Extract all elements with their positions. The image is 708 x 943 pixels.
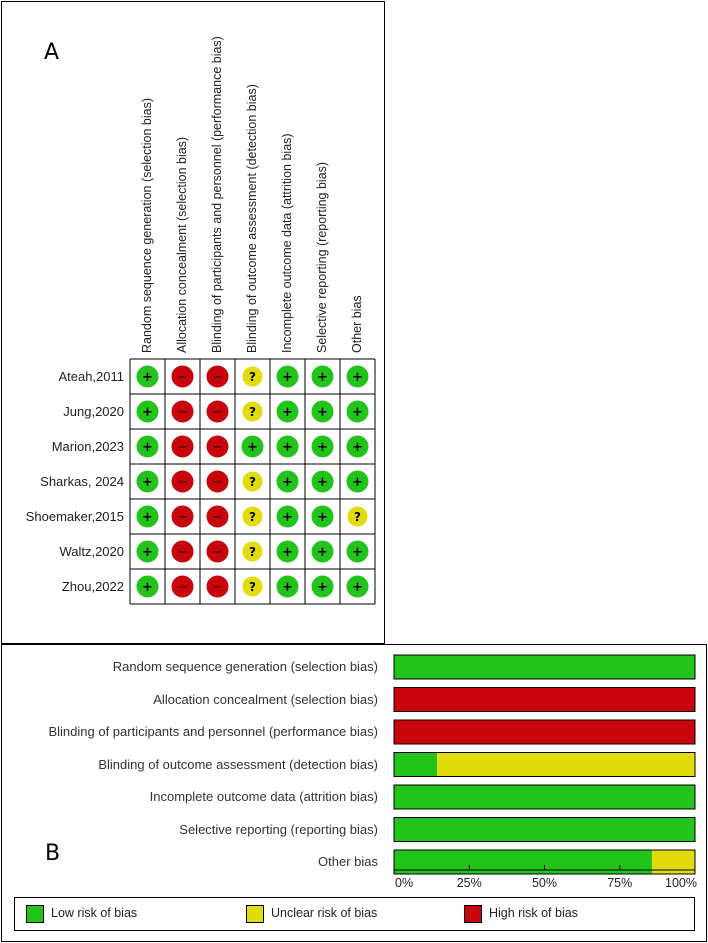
rating-symbol: − (177, 405, 188, 420)
x-tick-label: 50% (531, 876, 558, 890)
rating-low-mark (137, 436, 159, 458)
rating-symbol: − (212, 580, 223, 595)
rating-symbol: + (142, 440, 153, 455)
rating-high-mark (207, 471, 229, 493)
rating-high-mark (172, 401, 194, 423)
rating-symbol: − (212, 545, 223, 560)
rating-symbol: − (212, 475, 223, 490)
study-label: Zhou,2022 (61, 579, 124, 594)
rating-low-mark (347, 366, 369, 388)
rating-symbol: + (352, 440, 363, 455)
rating-high-mark (207, 541, 229, 563)
legend-label-high: High risk of bias (489, 906, 578, 920)
rating-low-mark (277, 401, 299, 423)
rating-unclear-mark (243, 402, 263, 422)
rating-symbol: − (177, 370, 188, 385)
study-label: Shoemaker,2015 (25, 509, 124, 524)
rating-symbol: + (317, 510, 328, 525)
rating-low-mark (137, 471, 159, 493)
rating-symbol: ? (249, 475, 256, 489)
rating-symbol: + (282, 370, 293, 385)
rating-high-mark (207, 366, 229, 388)
x-tick-label: 0% (395, 876, 414, 890)
rating-symbol: + (282, 475, 293, 490)
rating-high-mark (172, 436, 194, 458)
rating-high-mark (207, 436, 229, 458)
rating-low-mark (347, 401, 369, 423)
bar-category-label: Other bias (318, 854, 378, 869)
rating-low-mark (347, 436, 369, 458)
legend-label-low: Low risk of bias (51, 906, 138, 920)
rating-low-mark (347, 471, 369, 493)
domain-column-label: Random sequence generation (selection bias) (140, 97, 154, 353)
panel-a-letter: A (44, 40, 60, 65)
rating-low-mark (347, 576, 369, 598)
risk-of-bias-graph-panel (1, 644, 707, 942)
bar-category-label: Incomplete outcome data (attrition bias) (149, 789, 378, 804)
rating-low-mark (137, 506, 159, 528)
rating-symbol: − (177, 440, 188, 455)
bar-category-label: Selective reporting (reporting bias) (179, 821, 378, 837)
bar-category-label: Random sequence generation (selection bias) (112, 659, 378, 674)
domain-column-label: Incomplete outcome data (attrition bias) (280, 133, 294, 353)
domain-column-label: Other bias (350, 295, 364, 353)
study-label: Ateah,2011 (58, 369, 124, 384)
rating-symbol: − (177, 580, 188, 595)
rating-low-mark (137, 541, 159, 563)
rating-symbol: + (142, 545, 153, 560)
x-tick-label: 100% (665, 876, 697, 890)
rating-symbol: + (317, 370, 328, 385)
rating-low-mark (277, 541, 299, 563)
risk-of-bias-grid (2, 2, 386, 645)
legend-swatch-high (464, 905, 482, 923)
rating-symbol: + (317, 440, 328, 455)
domain-column-label: Blinding of participants and personnel (performance bias) (210, 36, 224, 353)
rating-symbol: − (212, 510, 223, 525)
rating-symbol: − (212, 370, 223, 385)
rating-low-mark (277, 471, 299, 493)
rating-symbol: − (177, 510, 188, 525)
rating-high-mark (172, 506, 194, 528)
bar-category-label: Allocation concealment (selection bias) (153, 691, 378, 707)
rating-high-mark (207, 506, 229, 528)
bar-segment-low (394, 785, 695, 809)
rating-symbol: + (142, 405, 153, 420)
rating-low-mark (312, 506, 334, 528)
x-tick-label: 25% (456, 876, 482, 890)
rating-high-mark (207, 401, 229, 423)
bar-category-label: Blinding of participants and personnel (performance bias) (48, 724, 378, 739)
rating-low-mark (347, 541, 369, 563)
rating-symbol: + (282, 510, 293, 525)
rating-symbol: + (317, 405, 328, 420)
rating-low-mark (277, 506, 299, 528)
domain-column-label: Blinding of outcome assessment (detection bias) (245, 84, 259, 353)
rating-symbol: + (352, 475, 363, 490)
rating-symbol: + (142, 475, 153, 490)
rating-symbol: − (212, 440, 223, 455)
rating-low-mark (137, 366, 159, 388)
rating-high-mark (172, 541, 194, 563)
rating-low-mark (137, 576, 159, 598)
bar-segment-low (394, 655, 695, 679)
rating-symbol: ? (249, 370, 256, 384)
study-label: Marion,2023 (51, 439, 124, 454)
rating-symbol: ? (249, 545, 256, 559)
legend-swatch-unclear (246, 905, 264, 923)
rating-unclear-mark (243, 472, 263, 492)
bar-segment-unclear (437, 753, 695, 777)
rating-high-mark (172, 366, 194, 388)
rating-unclear-mark (243, 367, 263, 387)
risk-of-bias-summary-panel (1, 1, 385, 644)
rating-low-mark (277, 576, 299, 598)
panel-b-letter: B (45, 841, 61, 866)
rating-symbol: + (317, 545, 328, 560)
rating-symbol: ? (249, 405, 256, 419)
rating-symbol: − (212, 405, 223, 420)
x-tick-label: 75% (607, 876, 633, 890)
rating-symbol: + (282, 545, 293, 560)
rating-symbol: + (352, 370, 363, 385)
legend-label-unclear: Unclear risk of bias (271, 906, 378, 920)
rating-symbol: ? (249, 510, 256, 524)
rating-symbol: + (142, 370, 153, 385)
bar-segment-low (394, 818, 695, 842)
rating-symbol: + (142, 510, 153, 525)
bar-segment-high (394, 688, 695, 712)
rating-unclear-mark (243, 542, 263, 562)
rating-low-mark (312, 401, 334, 423)
rating-low-mark (312, 471, 334, 493)
rating-symbol: + (142, 580, 153, 595)
rating-high-mark (172, 576, 194, 598)
study-label: Sharkas, 2024 (40, 474, 124, 489)
rating-unclear-mark (243, 577, 263, 597)
rating-symbol: ? (354, 510, 361, 524)
study-label: Jung,2020 (63, 404, 124, 419)
rating-high-mark (207, 576, 229, 598)
rating-low-mark (312, 366, 334, 388)
rating-symbol: + (352, 545, 363, 560)
legend (14, 897, 695, 931)
rating-low-mark (312, 541, 334, 563)
rating-symbol: + (317, 580, 328, 595)
legend-swatch-low (26, 905, 44, 923)
rating-symbol: − (177, 475, 188, 490)
rating-symbol: − (177, 545, 188, 560)
study-label: Waltz,2020 (59, 544, 124, 559)
rating-symbol: + (282, 405, 293, 420)
rating-symbol: + (352, 580, 363, 595)
rating-symbol: + (247, 440, 258, 455)
domain-column-label: Selective reporting (reporting bias) (315, 161, 329, 353)
rating-symbol: ? (249, 580, 256, 594)
rating-low-mark (312, 576, 334, 598)
domain-column-label: Allocation concealment (selection bias) (175, 136, 189, 353)
bar-segment-high (394, 720, 695, 744)
rating-symbol: + (317, 475, 328, 490)
rating-low-mark (242, 436, 264, 458)
rating-low-mark (137, 401, 159, 423)
bar-segment-low (394, 753, 437, 777)
rating-high-mark (172, 471, 194, 493)
bar-category-label: Blinding of outcome assessment (detection bias) (98, 756, 378, 772)
rating-low-mark (312, 436, 334, 458)
rating-symbol: + (282, 440, 293, 455)
rating-unclear-mark (243, 507, 263, 527)
rating-low-mark (277, 366, 299, 388)
rating-low-mark (277, 436, 299, 458)
rating-symbol: + (352, 405, 363, 420)
rating-unclear-mark (348, 507, 368, 527)
rating-symbol: + (282, 580, 293, 595)
